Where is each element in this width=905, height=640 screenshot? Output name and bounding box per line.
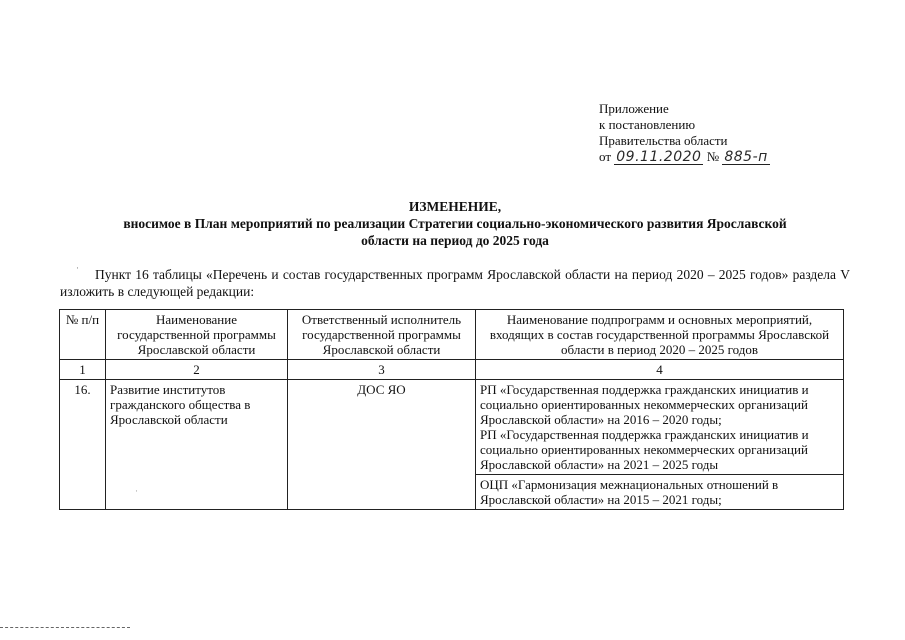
header-number: № п/п xyxy=(60,310,106,360)
row-program-name: Развитие институтов гражданского общества в Ярославской области xyxy=(106,380,288,510)
stamp-line-government: Правительства области xyxy=(599,133,728,148)
scan-speck: · xyxy=(76,263,79,273)
row-number: 16. xyxy=(60,380,106,510)
footer-rule xyxy=(0,627,130,628)
table-row xyxy=(60,380,844,475)
document-title xyxy=(60,198,850,249)
approval-stamp xyxy=(599,101,839,165)
stamp-line-appendix: Приложение xyxy=(599,101,669,116)
title-line-3: области на период до 2025 года xyxy=(361,233,549,248)
row-executor: ДОС ЯО xyxy=(288,380,476,510)
stamp-date-line xyxy=(599,149,839,165)
title-heading: ИЗМЕНЕНИЕ, xyxy=(408,199,502,214)
stamp-number-prefix: № xyxy=(706,149,720,164)
programs-table xyxy=(59,309,844,510)
table-column-number-row xyxy=(60,360,844,380)
subprogram-item-1: РП «Государственная поддержка гражданских инициатив и социально ориентированных некоммерческих организаций Ярославской области» на 2016 – 2020 годы; xyxy=(480,382,809,427)
col-number-1: 1 xyxy=(60,360,106,380)
col-number-4: 4 xyxy=(476,360,844,380)
handwritten-number: 885-п xyxy=(724,149,768,165)
header-program-name: Наименование государственной программы Ярославской области xyxy=(106,310,288,360)
col-number-3: 3 xyxy=(288,360,476,380)
scan-speck: · xyxy=(135,486,138,496)
row-subprograms-block xyxy=(476,380,844,475)
stamp-from-prefix: от xyxy=(599,149,612,164)
table-header-row xyxy=(60,310,844,360)
subprogram-item-2: РП «Государственная поддержка гражданских инициатив и социально ориентированных некоммерческих организаций Ярославской области» на 2021 – 2025 годы xyxy=(480,427,809,472)
col-number-2: 2 xyxy=(106,360,288,380)
subprogram-item-3: ОЦП «Гармонизация межнациональных отношений в Ярославской области» на 2015 – 2021 годы; xyxy=(476,475,844,510)
header-subprograms: Наименование подпрограмм и основных мероприятий, входящих в состав государственной программы Ярославской области в период 2020 – 2025 годов xyxy=(476,310,844,360)
intro-paragraph: Пункт 16 таблицы «Перечень и состав государственных программ Ярославской области на период 2020 – 2025 годов» раздела V изложить в следующей редакции: xyxy=(60,267,850,299)
title-line-2: вносимое в План мероприятий по реализации Стратегии социально-экономического развития Ярославской xyxy=(123,216,787,231)
header-executor: Ответственный исполнитель государственной программы Ярославской области xyxy=(288,310,476,360)
stamp-line-resolution: к постановлению xyxy=(599,117,696,132)
handwritten-date: 09.11.2020 xyxy=(616,149,702,165)
